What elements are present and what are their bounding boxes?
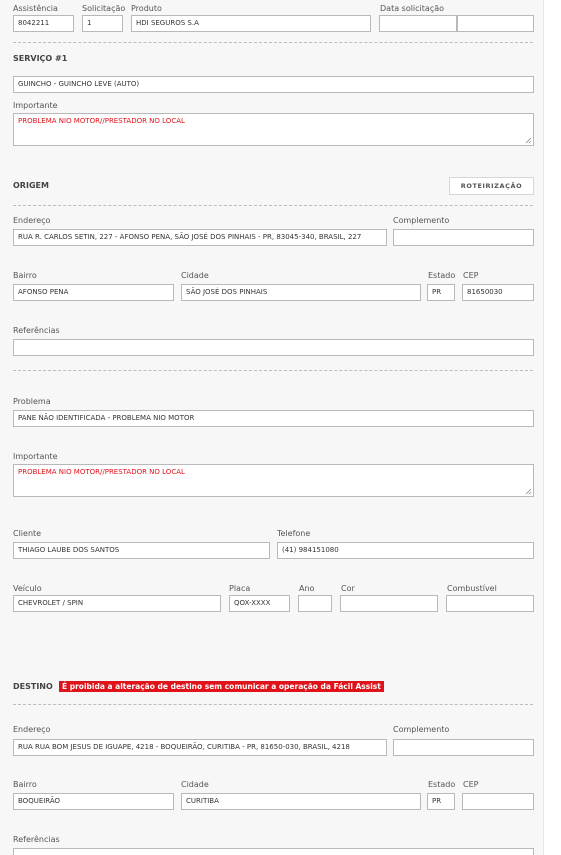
destino-complemento-label: Complemento <box>393 725 450 734</box>
ano-label: Ano <box>299 584 315 593</box>
origem-complemento-field[interactable] <box>393 229 534 246</box>
origem-cidade-field[interactable]: SÃO JOSÉ DOS PINHAIS <box>181 284 421 301</box>
servico-importante-textarea[interactable] <box>13 113 534 146</box>
divider <box>13 370 533 371</box>
origem-title: ORIGEM <box>13 181 49 190</box>
destino-cidade-label: Cidade <box>181 780 209 789</box>
combustivel-label: Combustível <box>447 584 497 593</box>
destino-cep-label: CEP <box>463 780 479 789</box>
servico-title: SERVIÇO #1 <box>13 54 68 63</box>
problema-label: Problema <box>13 397 51 406</box>
cor-field[interactable] <box>340 595 438 612</box>
origem-estado-field[interactable]: PR <box>427 284 455 301</box>
problema-field[interactable]: PANE NÃO IDENTIFICADA - PROBLEMA NIO MOTOR <box>13 410 534 427</box>
origem-cep-label: CEP <box>463 271 479 280</box>
destino-title: DESTINO <box>13 682 53 691</box>
origem-complemento-label: Complemento <box>393 216 450 225</box>
origem-endereco-field[interactable]: RUA R. CARLOS SETIN, 227 - AFONSO PENA, SÃO JOSÉ DOS PINHAIS - PR, 83045-340, BRASIL, 227 <box>13 229 387 246</box>
placa-label: Placa <box>229 584 251 593</box>
combustivel-field[interactable] <box>446 595 534 612</box>
assistencia-field[interactable]: 8042211 <box>13 15 74 32</box>
veiculo-label: Veículo <box>13 584 42 593</box>
destino-complemento-field[interactable] <box>393 739 534 756</box>
cliente-label: Cliente <box>13 529 42 538</box>
data-solicitacao-field[interactable] <box>379 15 457 32</box>
destino-endereco-field[interactable]: RUA RUA BOM JESUS DE IGUAPE, 4218 - BOQUEIRÃO, CURITIBA - PR, 81650-030, BRASIL, 4218 <box>13 739 387 756</box>
telefone-label: Telefone <box>277 529 311 538</box>
divider <box>13 205 533 206</box>
destino-endereco-label: Endereço <box>13 725 51 734</box>
destino-cep-field[interactable] <box>462 793 534 810</box>
origem-endereco-label: Endereço <box>13 216 51 225</box>
produto-label: Produto <box>131 4 162 13</box>
cor-label: Cor <box>341 584 355 593</box>
data-solicitacao-label: Data solicitação <box>380 4 445 13</box>
solicitacao-label: Solicitação <box>82 4 126 13</box>
origem-bairro-field[interactable]: AFONSO PENA <box>13 284 174 301</box>
origem-referencias-field[interactable] <box>13 339 534 356</box>
origem-estado-label: Estado <box>428 271 456 280</box>
placa-field[interactable]: QOX-XXXX <box>229 595 290 612</box>
produto-field[interactable]: HDI SEGUROS S.A <box>131 15 371 32</box>
destino-bairro-field[interactable]: BOQUEIRÃO <box>13 793 174 810</box>
destino-referencias-label: Referências <box>13 835 60 844</box>
resize-grip-icon[interactable] <box>525 488 532 495</box>
destino-cidade-field[interactable]: CURITIBA <box>181 793 421 810</box>
origem-referencias-label: Referências <box>13 326 60 335</box>
problema-importante-textarea[interactable] <box>13 464 534 497</box>
destino-warning-badge: É proibida a alteração de destino sem comunicar a operação da Fácil Assist <box>59 681 384 692</box>
destino-estado-label: Estado <box>428 780 456 789</box>
problema-importante-text: PROBLEMA NIO MOTOR//PRESTADOR NO LOCAL <box>18 468 185 476</box>
divider <box>13 42 533 43</box>
servico-tipo-field[interactable]: GUINCHO - GUINCHO LEVE (AUTO) <box>13 76 534 93</box>
origem-bairro-label: Bairro <box>13 271 37 280</box>
servico-importante-label: Importante <box>13 101 58 110</box>
cliente-field[interactable]: THIAGO LAUBE DOS SANTOS <box>13 542 270 559</box>
destino-referencias-field[interactable] <box>13 848 534 855</box>
destino-estado-field[interactable]: PR <box>427 793 455 810</box>
veiculo-field[interactable]: CHEVROLET / SPIN <box>13 595 221 612</box>
servico-importante-text: PROBLEMA NIO MOTOR//PRESTADOR NO LOCAL <box>18 117 185 125</box>
origem-cep-field[interactable]: 81650030 <box>462 284 534 301</box>
destino-bairro-label: Bairro <box>13 780 37 789</box>
resize-grip-icon[interactable] <box>525 137 532 144</box>
divider <box>13 704 533 705</box>
hora-solicitacao-field[interactable] <box>457 15 534 32</box>
origem-cidade-label: Cidade <box>181 271 209 280</box>
problema-importante-label: Importante <box>13 452 58 461</box>
roteirizacao-button[interactable]: ROTEIRIZAÇÃO <box>449 177 534 195</box>
telefone-field[interactable]: (41) 984151080 <box>277 542 534 559</box>
ano-field[interactable] <box>298 595 332 612</box>
assistencia-label: Assistência <box>13 4 58 13</box>
solicitacao-field[interactable]: 1 <box>82 15 123 32</box>
